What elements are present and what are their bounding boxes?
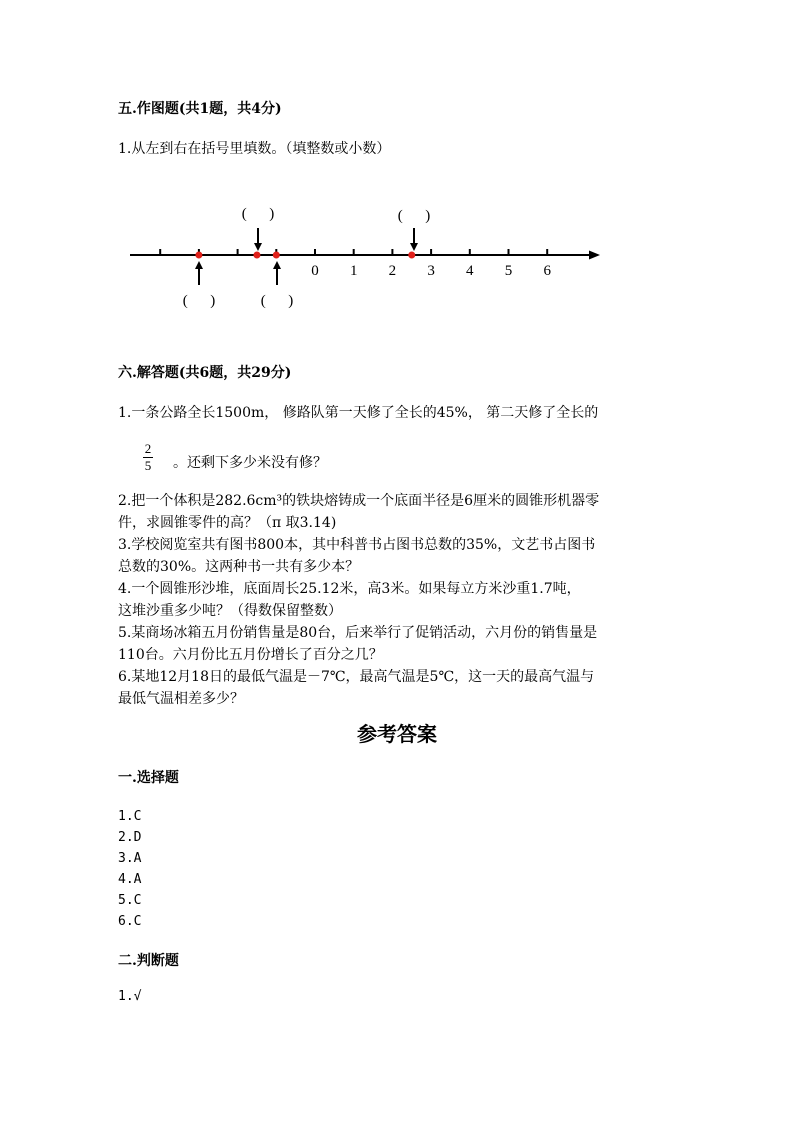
question-line: 2.把一个体积是282.6cm³的铁块熔铸成一个底面半径是6厘米的圆锥形机器零	[118, 493, 600, 509]
marked-point	[273, 252, 280, 259]
question-line: 5.某商场冰箱五月份销售量是80台，后来举行了促销活动，六月份的销售量是	[118, 625, 598, 641]
questions-list	[118, 490, 599, 710]
answers-part-1-list	[118, 806, 141, 932]
answer-blank[interactable]: ( )	[260, 293, 294, 309]
question-line: 最低气温相差多少？	[118, 691, 244, 707]
tick-label: 6	[543, 263, 551, 279]
question-line: 3.学校阅览室共有图书800本，其中科普书占图书总数的35%，文艺书占图书	[118, 537, 596, 553]
section-5-question-1: 1.从左到右在括号里填数。（填整数或小数）	[118, 141, 391, 157]
up-arrow-icon	[273, 261, 281, 285]
tick-label: 3	[427, 263, 435, 279]
answer-item: 1.√	[118, 989, 142, 1004]
marked-point	[253, 252, 260, 259]
up-arrow-icon	[195, 261, 203, 285]
fraction-numerator: 2	[144, 441, 152, 456]
question-line: 110台。六月份比五月份增长了百分之几？	[118, 647, 383, 663]
answer-blank[interactable]: ( )	[241, 206, 275, 222]
section-6-question-1-cont: 。还剩下多少米没有修？	[173, 455, 327, 471]
answer-item: 5.C	[118, 893, 142, 908]
answer-blank[interactable]: ( )	[397, 208, 431, 224]
section-5-heading: 五.作图题(共1题，共4分)	[118, 101, 282, 117]
section-6-question-1: 1.一条公路全长1500m， 修路队第一天修了全长的45%， 第二天修了全长的	[118, 405, 599, 421]
number-line	[0, 195, 794, 315]
question-line: 4.一个圆锥形沙堆，底面周长25.12米，高3米。如果每立方米沙重1.7吨，	[118, 581, 581, 597]
tick-label: 5	[504, 263, 513, 279]
answer-item: 3.A	[118, 851, 142, 866]
answer-item: 4.A	[118, 872, 142, 887]
tick-label: 1	[349, 263, 358, 279]
answers-part-2-heading: 二.判断题	[118, 953, 179, 969]
section-6-heading: 六.解答题(共6题，共29分)	[118, 365, 292, 381]
down-arrow-icon	[254, 228, 262, 251]
fraction-denominator: 5	[144, 458, 152, 473]
question-line: 这堆沙重多少吨？（得数保留整数）	[118, 603, 342, 619]
question-line: 件，求圆锥零件的高？（π 取3.14)	[118, 515, 337, 531]
marked-point	[195, 252, 202, 259]
answer-item: 1.C	[118, 809, 142, 824]
answers-part-1-heading: 一.选择题	[118, 770, 179, 786]
answer-item: 6.C	[118, 914, 142, 929]
answer-item: 2.D	[118, 830, 142, 845]
down-arrow-icon	[410, 228, 418, 251]
fraction	[143, 441, 153, 474]
tick-label: 0	[311, 263, 319, 279]
answers-title: 参考答案	[357, 722, 437, 746]
tick-label: 4	[466, 263, 474, 279]
axis-arrow-icon	[589, 251, 600, 260]
answer-blank[interactable]: ( )	[182, 293, 216, 309]
marked-point	[408, 252, 415, 259]
question-line: 6.某地12月18日的最低气温是－7℃，最高气温是5℃，这一天的最高气温与	[118, 669, 595, 685]
question-line: 总数的30%。这两种书一共有多少本？	[118, 559, 360, 575]
tick-label: 2	[388, 263, 397, 279]
